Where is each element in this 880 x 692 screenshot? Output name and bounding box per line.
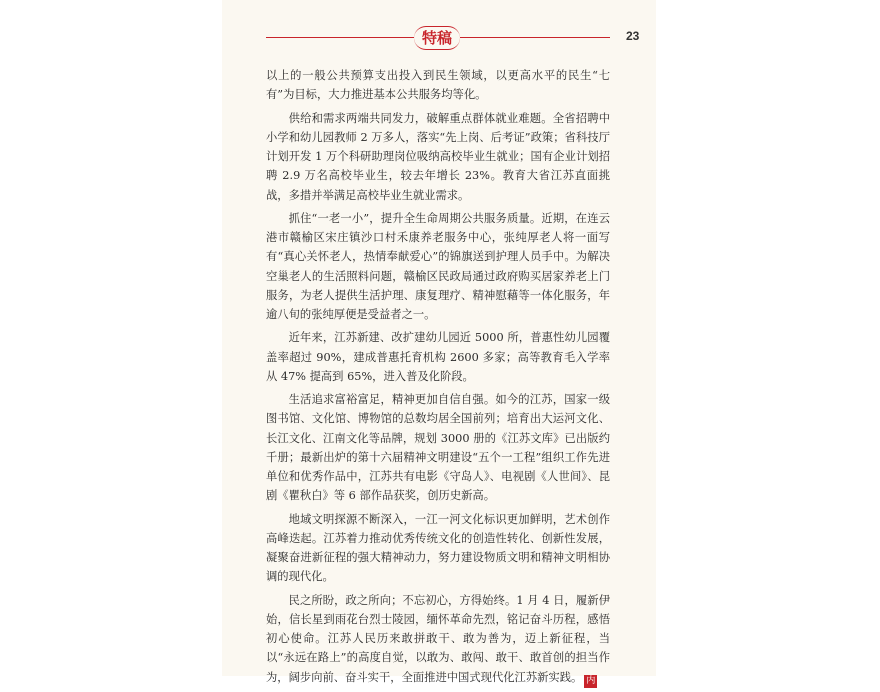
- section-label: 特稿: [414, 26, 460, 50]
- header-rule-right: [460, 37, 610, 38]
- page-number: 23: [626, 29, 640, 43]
- header-rule-left: [266, 37, 417, 38]
- paragraph: 生活追求富裕富足，精神更加自信自强。如今的江苏，国家一级图书馆、文化馆、博物馆的总数均居全国前列；培育出大运河文化、长江文化、江南文化等品牌，规划 3000 册的《江苏文库》已出版约千册；最新出炉的第十六届精神文明建设“五个一工程”组织工作先进单位和优秀作品中，江苏共有电影《守岛人》、电视剧《人世间》、昆剧《瞿秋白》等 6 部作品获奖，创历史新高。: [266, 393, 610, 503]
- paragraph: 近年来，江苏新建、改扩建幼儿园近 5000 所，普惠性幼儿园覆盖率超过 90%，建成普惠托育机构 2600 多家；高等教育毛入学率从 47% 提高到 65%，进入普及化阶段。: [266, 331, 610, 383]
- paragraph: 抓住“一老一小”，提升全生命周期公共服务质量。近期，在连云港市赣榆区宋庄镇沙口村禾康养老服务中心，张纯厚老人将一面写有“真心关怀老人，热情奉献爱心”的锦旗送到护理人员手中。为解决空巢老人的生活照料问题，赣榆区民政局通过政府购买居家养老上门服务，为老人提供生活护理、康复理疗、精神慰藉等一体化服务，年逾八旬的张纯厚便是受益者之一。: [266, 211, 610, 321]
- paragraph: 供给和需求两端共同发力，破解重点群体就业难题。全省招聘中小学和幼儿园教师 2 万多人，落实“先上岗、后考证”政策；省科技厅计划开发 1 万个科研助理岗位吸纳高校毕业生就业；国有企业计划招聘 2.9 万名高校毕业生，较去年增长 23%。教育大省江苏直面挑战，多措并举满足高校毕业生就业需求。: [266, 111, 610, 202]
- article-body: [266, 66, 610, 692]
- magazine-page: [222, 0, 656, 686]
- paragraph: 以上的一般公共预算支出投入到民生领域，以更高水平的民生“七有”为目标，大力推进基本公共服务均等化。: [266, 69, 610, 102]
- end-mark-icon: 内: [586, 675, 596, 686]
- paragraph-last: [266, 591, 610, 688]
- paragraph: 地域文明探源不断深入，一江一河文化标识更加鲜明，艺术创作高峰迭起。江苏着力推动优秀传统文化的创造性转化、创新性发展，凝聚奋进新征程的强大精神动力，努力建设物质文明和精神文明相协调的现代化。: [266, 512, 610, 584]
- paragraph-text: 民之所盼，政之所向；不忘初心，方得始终。1 月 4 日，履新伊始，信长星到雨花台烈士陵园，缅怀革命先烈，铭记奋斗历程，感悟初心使命。江苏人民历来敢拼敢干、敢为善为，迈上新征程，当以“永远在路上”的高度自觉，以敢为、敢闯、敢干、敢首创的担当作为，阔步向前、奋斗实干，全面推进中国式现代化江苏新实践。: [266, 593, 610, 684]
